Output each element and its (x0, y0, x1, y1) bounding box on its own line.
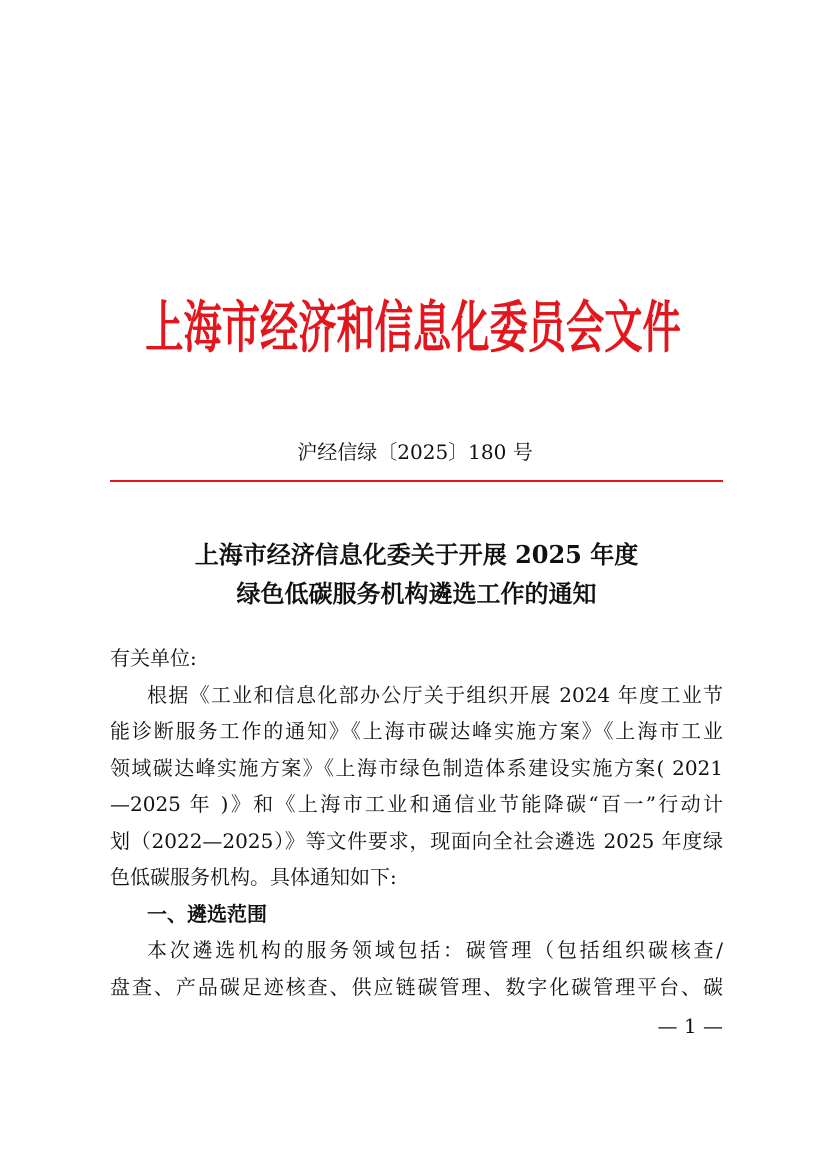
paragraph-line: 领域碳达峰实施方案》《上海市绿色制造体系建设实施方案( 2021 (110, 755, 723, 780)
document-number: 沪经信绿〔2025〕180 号 (297, 440, 533, 464)
salutation: 有关单位: (110, 646, 197, 670)
section-heading-selection-scope: 一、遴选范围 (147, 901, 267, 926)
paragraph-line: 盘查、产品碳足迹核查、供应链碳管理、数字化碳管理平台、碳 (110, 974, 723, 999)
document-body (110, 640, 723, 1005)
notice-title-line-1: 上海市经济信息化委关于开展 2025 年度 (194, 540, 639, 569)
paragraph-line: 本次遴选机构的服务领域包括：碳管理（包括组织碳核查/ (147, 938, 723, 962)
paragraph-line: 色低碳服务机构。具体通知如下: (110, 865, 397, 889)
paragraph-line: —2025 年 )》和《上海市工业和通信业节能降碳“百一”行动计 (110, 792, 723, 816)
paragraph-line: 根据《工业和信息化部办公厅关于组织开展 2024 年度工业节 (147, 682, 723, 707)
document-masthead (0, 294, 826, 364)
issuer-title: 上海市经济和信息化委员会文件 (145, 298, 681, 360)
paragraph-line: 划（2022—2025）》等文件要求，现面向全社会遴选 2025 年度绿 (110, 828, 723, 853)
paragraph-2 (110, 932, 723, 1005)
page-number: — 1 — (657, 1014, 723, 1038)
notice-title-line-2: 绿色低碳服务机构遴选工作的通知 (236, 579, 597, 608)
notice-title (110, 535, 723, 613)
red-separator-line (110, 480, 723, 482)
paragraph-line: 能诊断服务工作的通知》《上海市碳达峰实施方案》《上海市工业 (110, 719, 723, 743)
paragraph-1 (110, 677, 723, 896)
